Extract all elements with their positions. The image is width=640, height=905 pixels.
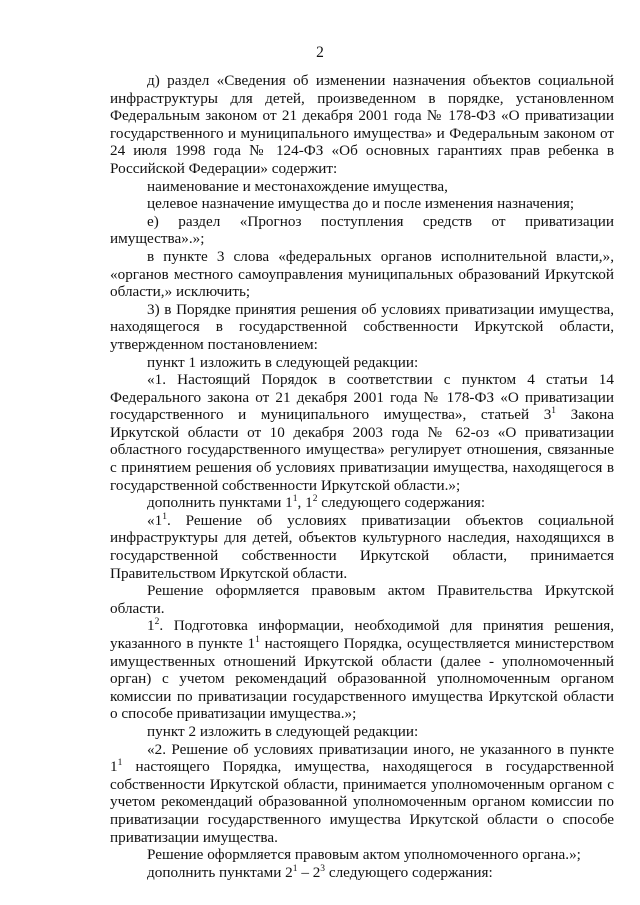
paragraph: д) раздел «Сведения об изменении назначения объектов социальной инфраструктуры для детей, произведенном в порядке, установленном Федеральным законом от 21 декабря 2001 года № 178-ФЗ «О приватизации государственного и муниципального имущества» и Федеральным законом от 24 июля 1998 года № 124-ФЗ «Об основных гарантиях прав ребенка в Российской Федерации» содержит: — [110, 72, 614, 177]
paragraph: дополнить пунктами $1^1$, $1^2$ следующего содержания: — [147, 494, 486, 512]
paragraph: Решение оформляется правовым актом Правительства Иркутской области. — [110, 582, 614, 617]
paragraph: е) раздел «Прогноз поступления средств от приватизации имущества».»; — [110, 212, 614, 248]
paragraph: $1^2$. Подготовка информации, необходимой для принятия решения, указанного в пункте $1^1$ настоящего Порядка, осуществляется министерством имущественных отношений Иркутской области (далее - уполномоченный орган) с учетом рекомендаций образованной уполномоченным органом комиссии по приватизации государственного имущества Иркутской области о способе приватизации имущества.»; — [110, 617, 615, 723]
paragraph: пункт 1 изложить в следующей редакции: — [147, 353, 419, 371]
paragraph: «$1^1$. Решение об условиях приватизации объектов социальной инфраструктуры для детей, объектов культурного наследия, находящихся в государственной собственности Иркутской области, принимается Правительством Иркутской области. — [110, 511, 614, 582]
document-body — [110, 72, 614, 881]
paragraph: целевое назначение имущества до и после изменения назначения; — [147, 195, 575, 213]
paragraph: 3) в Порядке принятия решения об условиях приватизации имущества, находящегося в государственной собственности Иркутской области, утвержденном постановлением: — [110, 300, 614, 353]
paragraph: Решение оформляется правовым актом уполномоченного органа.»; — [147, 846, 581, 864]
paragraph: «1. Настоящий Порядок в соответствии с пунктом 4 статьи 14 Федерального закона от 21 декабря 2001 года № 178-ФЗ «О приватизации государственного и муниципального имущества», статьей $3^1$ Закона Иркутской области от 10 декабря 2003 года № 62-оз «О приватизации областного государственного имущества» регулирует отношения, связанные с принятием решения об условиях приватизации имущества, находящегося в государственной собственности Иркутской области.»; — [110, 371, 614, 494]
paragraph: в пункте 3 слова «федеральных органов исполнительной власти,», «органов местного самоуправления муниципальных образований Иркутской области,» исключить; — [110, 247, 614, 301]
page-number: 2 — [316, 44, 324, 61]
paragraph: дополнить пунктами $2^1 - 2^3$ следующего содержания: — [147, 863, 493, 881]
paragraph: наименование и местонахождение имущества, — [147, 177, 448, 195]
paragraph: «2. Решение об условиях приватизации иного, не указанного в пункте $1^1$ настоящего Порядка, имущества, находящегося в государственной собственности Иркутской области, принимается уполномоченным органом с учетом рекомендаций образованной уполномоченным органом комиссии по приватизации государственного имущества Иркутской области о способе приватизации имущества. — [110, 740, 614, 846]
paragraph: пункт 2 изложить в следующей редакции: — [147, 722, 419, 740]
